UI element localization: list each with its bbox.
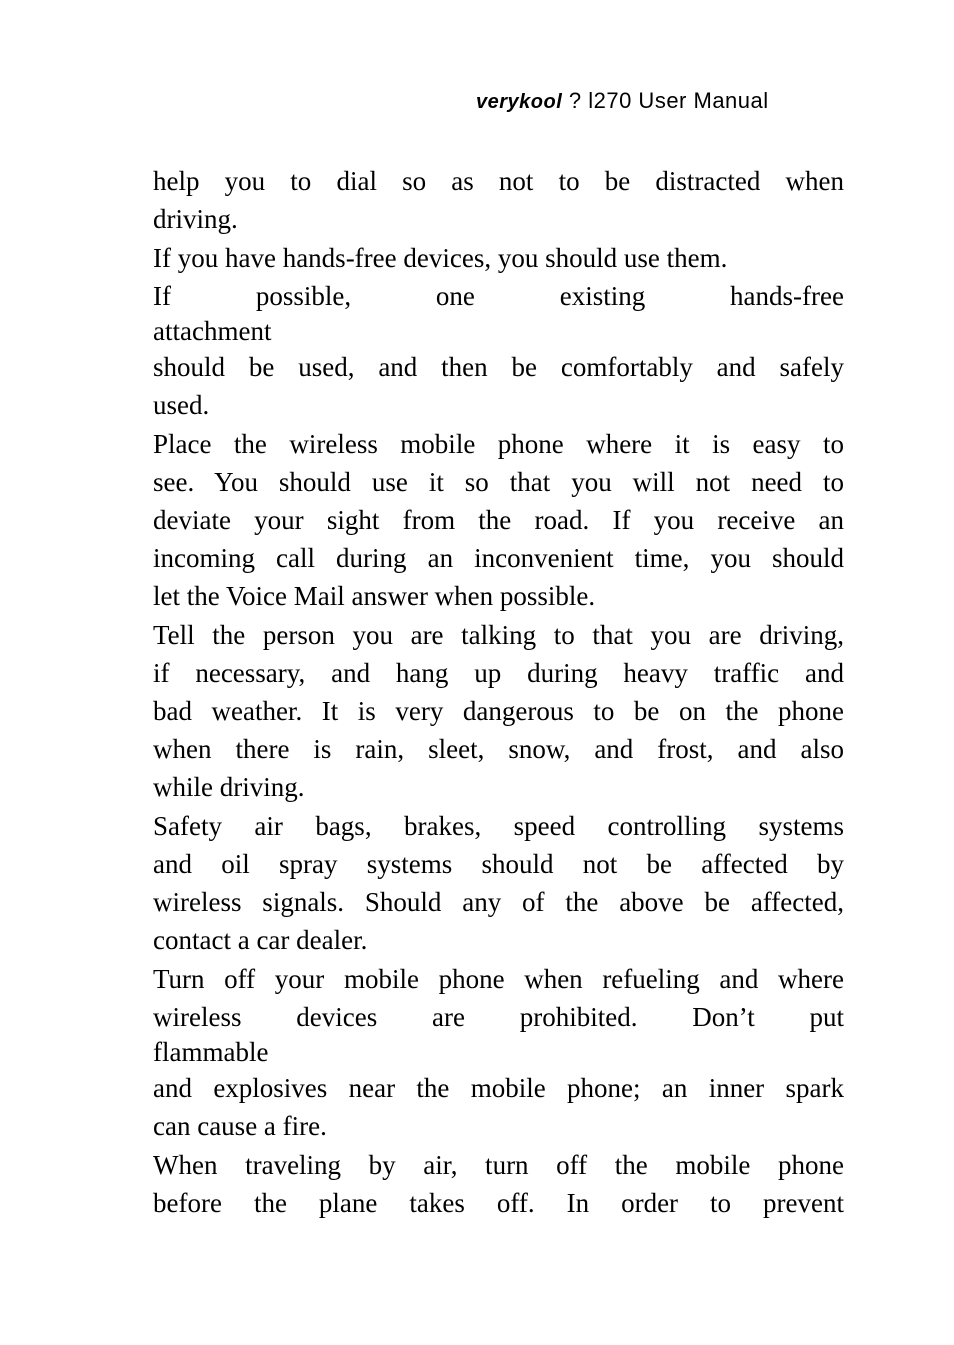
text-line: should be used, and then be comfortably and safely [153, 352, 844, 382]
text-line: can cause a fire. [153, 1111, 327, 1141]
text-line: and oil spray systems should not be affected by [153, 849, 844, 879]
text-line: incoming call during an inconvenient time, you should [153, 543, 844, 573]
text-line: wireless signals. Should any of the above be affected, [153, 887, 844, 917]
text-line: flammable [153, 1037, 269, 1067]
text-line: Turn off your mobile phone when refueling and where [153, 964, 844, 994]
text-line: If possible, one existing hands-free [153, 281, 844, 311]
text-line: and explosives near the mobile phone; an inner spark [153, 1073, 844, 1103]
text-line: Place the wireless mobile phone where it is easy to [153, 429, 844, 459]
text-line: let the Voice Mail answer when possible. [153, 581, 596, 611]
header-title: ? l270 User Manual [562, 88, 769, 113]
text-line: Tell the person you are talking to that you are driving, [153, 620, 844, 650]
text-line: see. You should use it so that you will not need to [153, 467, 844, 497]
text-line: before the plane takes off. In order to prevent [153, 1188, 844, 1218]
text-line: attachment [153, 316, 272, 346]
text-line: contact a car dealer. [153, 925, 368, 955]
text-line: When traveling by air, turn off the mobile phone [153, 1150, 844, 1180]
text-line: driving. [153, 204, 238, 234]
manual-body [153, 162, 844, 1222]
text-line: if necessary, and hang up during heavy traffic and [153, 658, 844, 688]
brand-name: verykool [476, 91, 563, 113]
page-header [476, 88, 769, 114]
text-line: help you to dial so as not to be distracted when [153, 166, 844, 196]
text-line: when there is rain, sleet, snow, and frost, and also [153, 734, 844, 764]
text-line: Safety air bags, brakes, speed controlling systems [153, 811, 844, 841]
text-line: while driving. [153, 772, 305, 802]
text-line: used. [153, 390, 210, 420]
text-line: If you have hands-free devices, you should use them. [153, 243, 728, 273]
text-line: wireless devices are prohibited. Don’t put [153, 1002, 844, 1032]
text-line: deviate your sight from the road. If you receive an [153, 505, 844, 535]
text-line: bad weather. It is very dangerous to be on the phone [153, 696, 844, 726]
